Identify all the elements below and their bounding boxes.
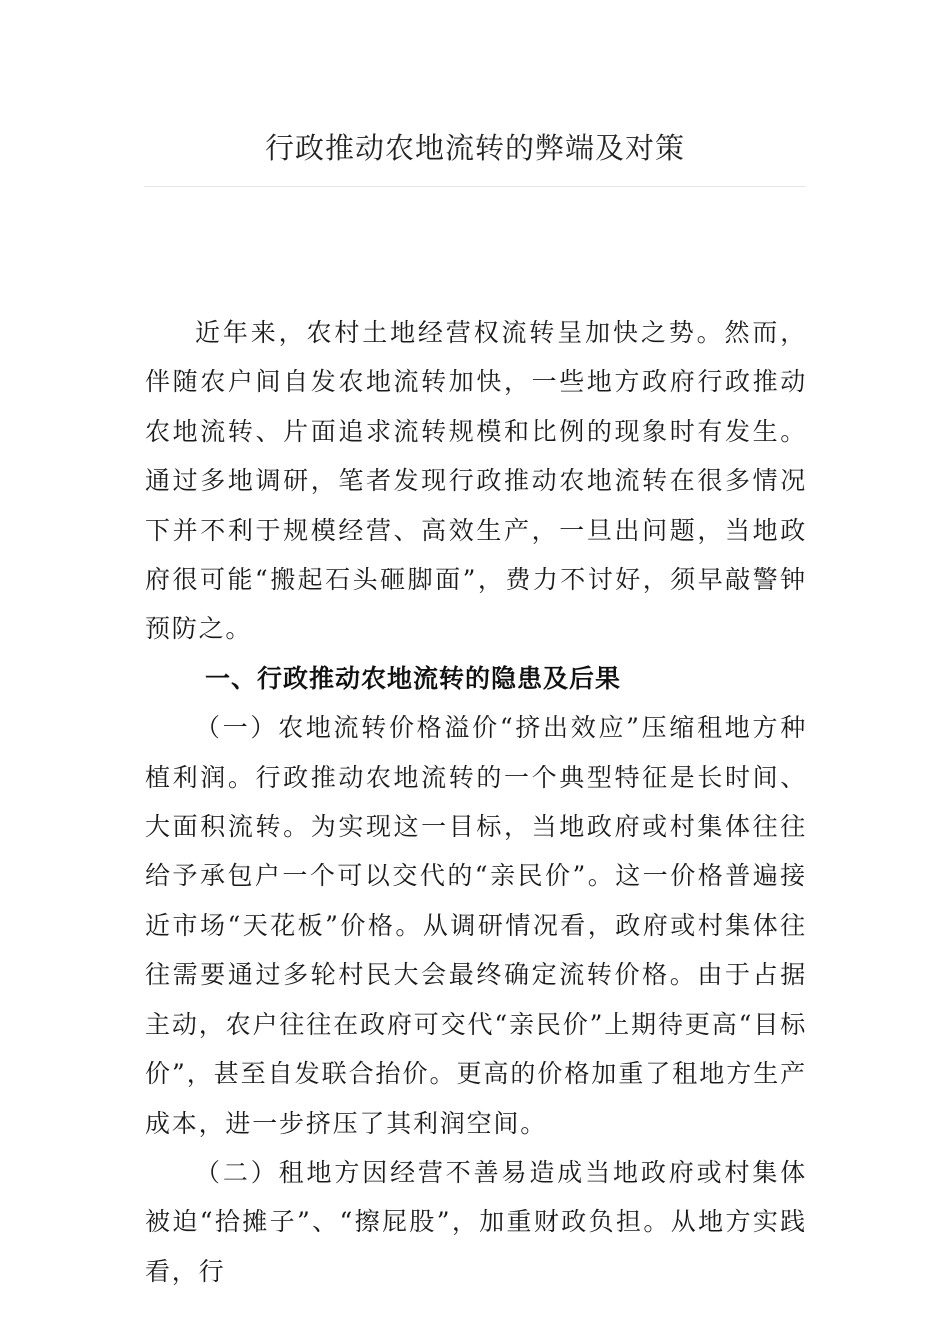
document-body — [145, 308, 807, 1296]
subsection-1-paragraph: （一）农地流转价格溢价“挤出效应”压缩租地方种植利润。行政推动农地流转的一个典型特征是长时间、大面积流转。为实现这一目标，当地政府或村集体往往给予承包户一个可以交代的“亲民价”。这一价格普遍接近市场“天花板”价格。从调研情况看，政府或村集体往往需要通过多轮村民大会最终确定流转价格。由于占据主动，农户往往在政府可交代“亲民价”上期待更高“目标价”，甚至自发联合抬价。更高的价格加重了租地方生产成本，进一步挤压了其利润空间。 — [145, 713, 807, 1138]
section-heading: 一、行政推动农地流转的隐患及后果 — [205, 663, 622, 693]
subsection-2-paragraph: （二）租地方因经营不善易造成当地政府或村集体被迫“拾摊子”、“擦屁股”，加重财政负担。从地方实践看，行 — [145, 1157, 807, 1286]
intro-paragraph: 近年来，农村土地经营权流转呈加快之势。然而，伴随农户间自发农地流转加快，一些地方政府行政推动农地流转、片面追求流转规模和比例的现象时有发生。通过多地调研，笔者发现行政推动农地流转在很多情况下并不利于规模经营、高效生产，一旦出问题，当地政府很可能“搬起石头砸脚面”，费力不讨好，须早敲警钟预防之。 — [145, 318, 807, 644]
title-divider — [144, 186, 806, 187]
document-title: 行政推动农地流转的弊端及对策 — [264, 131, 685, 165]
